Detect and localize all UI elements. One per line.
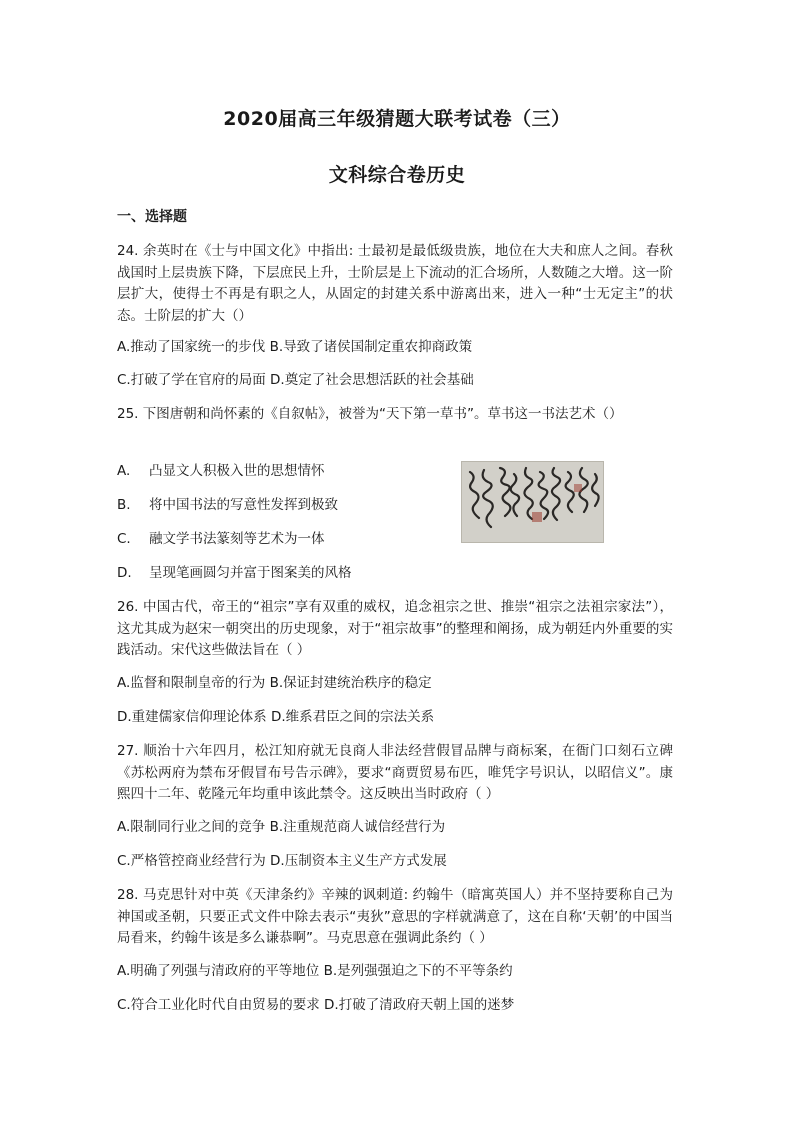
- question-26-options-cd: D.重建儒家信仰理论体系 D.维系君臣之间的宗法关系: [117, 709, 435, 725]
- option-text: 呈现笔画圆匀并富于图案美的风格: [149, 565, 352, 581]
- question-28-options-cd: C.符合工业化时代自由贸易的要求 D.打破了清政府天朝上国的迷梦: [117, 997, 515, 1013]
- question-24-options-ab: A.推动了国家统一的步伐 B.导致了诸侯国制定重农抑商政策: [117, 339, 473, 355]
- exam-title: 2020届高三年级猜题大联考试卷（三）: [223, 108, 571, 130]
- question-26-stem: 26. 中国古代，帝王的“祖宗”享有双重的威权，追念祖宗之世、推崇“祖宗之法祖宗家法”），这尤其成为赵宋一朝突出的历史现象，对于“祖宗故事”的整理和阐扬，成为朝廷内外重要的实践活动。宋代这些做法旨在（ ）: [117, 599, 673, 659]
- option-text: 融文学书法篆刻等艺术为一体: [149, 531, 325, 547]
- section-heading: 一、选择题: [117, 209, 187, 225]
- calligraphy-image: [461, 461, 604, 543]
- question-25-option-c: [117, 529, 325, 551]
- option-text: 将中国书法的写意性发挥到极致: [149, 497, 338, 513]
- question-25-option-a: [117, 461, 325, 483]
- question-27-options-cd: C.严格管控商业经营行为 D.压制资本主义生产方式发展: [117, 853, 447, 869]
- option-letter: C.: [117, 531, 131, 547]
- question-28-options-ab: A.明确了列强与清政府的平等地位 B.是列强强迫之下的不平等条约: [117, 963, 513, 979]
- calligraphy-strokes: [462, 462, 603, 542]
- option-text: 凸显文人积极入世的思想情怀: [149, 463, 325, 479]
- option-letter: D.: [117, 565, 132, 581]
- option-letter: A.: [117, 463, 131, 479]
- question-25-option-b: [117, 495, 338, 517]
- question-27-stem: 27. 顺治十六年四月，松江知府就无良商人非法经营假冒品牌与商标案，在衙门口刻石立碑《苏松两府为禁布牙假冒布号告示碑》，要求“商贾贸易布匹，唯凭字号识认，以昭信义”。康熙四十二年、乾隆元年均重申该此禁令。这反映出当时政府（ ）: [117, 743, 673, 803]
- exam-subtitle: 文科综合卷历史: [328, 164, 466, 186]
- question-26-options-ab: A.监督和限制皇帝的行为 B.保证封建统治秩序的稳定: [117, 675, 432, 691]
- question-28-stem: 28. 马克思针对中英《天津条约》辛辣的讽刺道: 约翰牛（暗寓英国人）并不坚持要称自己为神国或圣朝，只要正式文件中除去表示“夷狄”意思的字样就满意了，这在自称‘天朝’的中国当局看来，约翰牛该是多么谦恭啊”。马克思意在强调此条约（ ）: [117, 887, 673, 947]
- question-25-stem: 25. 下图唐朝和尚怀素的《自叙帖》，被誉为“天下第一草书”。草书这一书法艺术（）: [117, 406, 623, 422]
- question-25-option-d: [117, 563, 352, 585]
- question-24-stem: 24. 余英时在《士与中国文化》中指出: 士最初是最低级贵族，地位在大夫和庶人之间。春秋战国时上层贵族下降，下层庶民上升，士阶层是上下流动的汇合场所，人数随之大增。这一阶层扩大，使得士不再是有职之人，从固定的封建关系中游离出来，进入一种“士无定主”的状态。士阶层的扩大（）: [117, 243, 673, 324]
- question-27-options-ab: A.限制同行业之间的竞争 B.注重规范商人诚信经营行为: [117, 819, 446, 835]
- question-24-options-cd: C.打破了学在官府的局面 D.奠定了社会思想活跃的社会基础: [117, 372, 474, 388]
- option-letter: B.: [117, 497, 131, 513]
